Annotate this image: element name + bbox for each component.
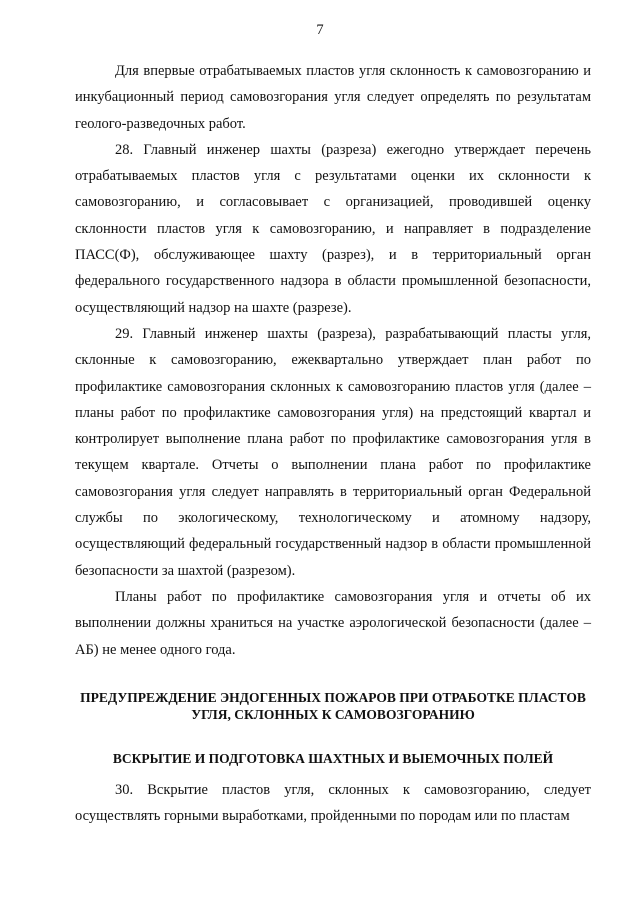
paragraph-28: 28. Главный инженер шахты (разреза) ежегодно утверждает перечень отрабатываемых пластов угля с результатами оценки их склонности к самовозгоранию, и согласовывает с организацией, проводившей оценку склонности пластов угля к самовозгоранию, и направляет в подразделение ПАСС(Ф), обслуживающее шахту (разрез), и в территориальный орган федерального государственного надзора в области промышленной безопасности, осуществляющий надзор на шахте (разрезе).	[75, 141, 591, 316]
paragraph-29: 29. Главный инженер шахты (разреза), разрабатывающий пласты угля, склонные к самовозгоранию, ежеквартально утверждает план работ по профилактике самовозгорания склонных к самовозгоранию пластов угля (далее – планы работ по профилактике самовозгорания угля) на предстоящий квартал и контролирует выполнение плана работ по профилактике самовозгорания угля в текущем квартале. Отчеты о выполнении плана работ по профилактике самовозгорания угля следует направлять в территориальный орган Федеральной службы по экологическому, технологическому и атомному надзору, осуществляющий федеральный государственный надзор в области промышленной безопасности за шахтой (разрезом).	[75, 325, 591, 579]
section-heading	[75, 689, 591, 723]
paragraph-plans-storage: Планы работ по профилактике самовозгорания угля и отчеты об их выполнении должны храниться на участке аэрологической безопасности (далее – АБ) не менее одного года.	[75, 588, 591, 658]
paragraph-30: 30. Вскрытие пластов угля, склонных к самовозгоранию, следует осуществлять горными выработками, пройденными по породам или по пластам	[75, 781, 591, 825]
document-body	[75, 58, 591, 829]
section-heading-line-1: ПРЕДУПРЕЖДЕНИЕ ЭНДОГЕННЫХ ПОЖАРОВ ПРИ ОТРАБОТКЕ ПЛАСТОВ	[80, 689, 586, 705]
subsection-heading: ВСКРЫТИЕ И ПОДГОТОВКА ШАХТНЫХ И ВЫЕМОЧНЫХ ПОЛЕЙ	[112, 750, 554, 766]
page-number: 7	[316, 22, 324, 38]
section-heading-line-2: УГЛЯ, СКЛОННЫХ К САМОВОЗГОРАНИЮ	[191, 706, 475, 722]
paragraph-intro: Для впервые отрабатываемых пластов угля склонность к самовозгоранию и инкубационный период самовозгорания угля следует определять по результатам геолого-разведочных работ.	[75, 63, 591, 132]
